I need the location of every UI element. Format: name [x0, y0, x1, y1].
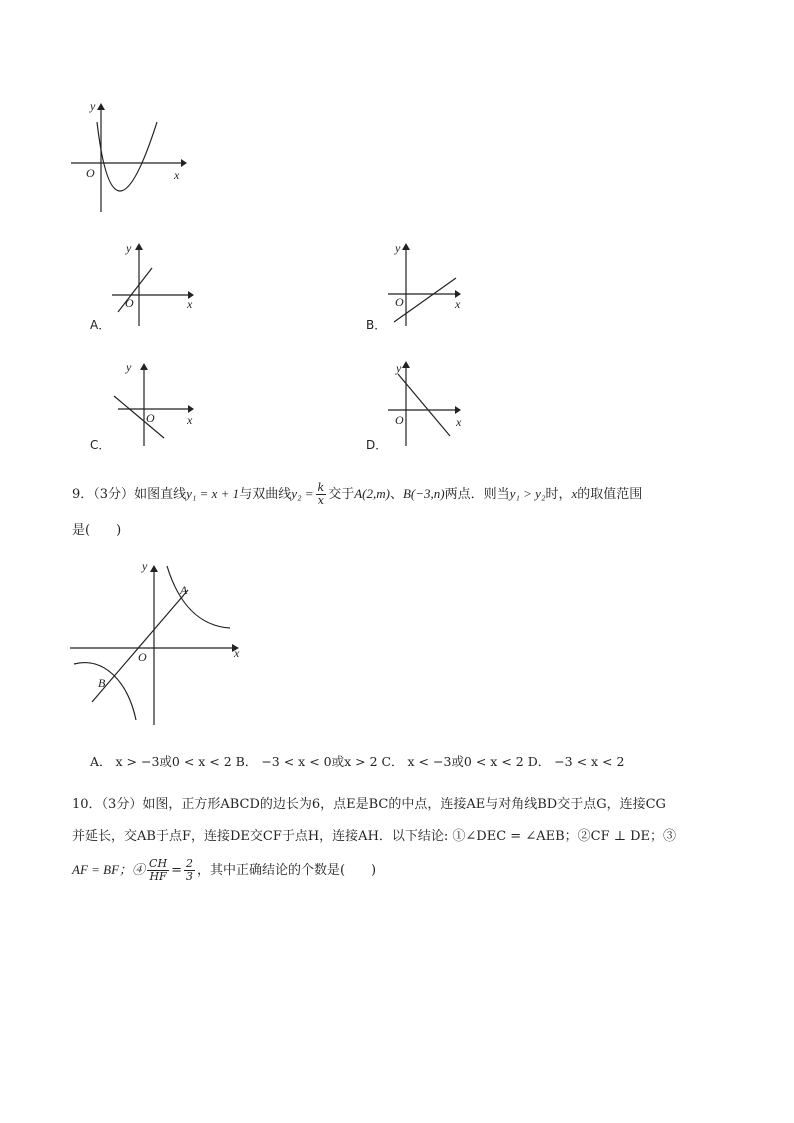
option-b-y-label: y [395, 241, 401, 255]
option-a-origin-label: O [125, 296, 134, 310]
option-c-origin-label: O [146, 411, 155, 425]
option-a-x-label: x [187, 297, 193, 311]
option-b-label: B． [366, 318, 387, 332]
option-b-y-arrow [402, 243, 410, 250]
option-c-x-arrow [188, 405, 194, 413]
q9-text7: 的取值范围 [577, 487, 643, 502]
q9-text6: 时， [545, 487, 572, 502]
q10-frac2-num: 2 [185, 857, 193, 870]
option-c-line [114, 396, 164, 438]
q9-point-a: A(2,m) [354, 486, 390, 501]
option-c-x-label: x [187, 413, 193, 427]
q10-line1: 10．（3分）如图，正方形ABCD的边长为6，点E是BC的中点，连接AE与对角线BD交于点G，连接CG [72, 797, 666, 812]
parabola-x-arrow [181, 159, 187, 167]
parabola-origin-label: O [86, 166, 95, 180]
option-d-y-label: y [396, 361, 402, 375]
q9-y2-expr: y₂ = [291, 486, 314, 501]
q10-eq: = [171, 863, 182, 878]
q9-var: x [571, 486, 578, 501]
hyperbola-y-label: y [142, 559, 148, 573]
option-a-y-arrow [135, 243, 143, 250]
option-d-figure [386, 358, 496, 448]
q9-text1: 如图直线 [134, 487, 187, 502]
option-a-line [118, 268, 152, 312]
q9-point-b: B(−3,n) [402, 486, 445, 501]
parabola-curve [97, 122, 157, 191]
q9-line2: 是( ) [72, 523, 122, 538]
q10-frac2-den: 3 [185, 870, 193, 883]
option-b-x-label: x [455, 297, 461, 311]
q9-text4: 、 [389, 487, 403, 502]
hyperbola-figure [70, 560, 260, 730]
q9-score: （3分） [93, 487, 135, 502]
q9-frac-num: k [317, 481, 325, 494]
q10-line3 [72, 858, 376, 883]
q9-text5: 两点．则当 [444, 487, 510, 502]
q10-frac1-num: CH [149, 857, 168, 870]
option-d-x-label: x [456, 415, 462, 429]
hyperbola-y-arrow [150, 565, 158, 572]
option-c-label: C． [90, 438, 111, 452]
option-d-y-arrow [402, 361, 410, 368]
hyperbola-branch-upper [167, 566, 230, 628]
q9-choices: A． x > −3或0 < x < 2 B． −3 < x < 0或x > 2 C． x < −3或0 < x < 2 D． −3 < x < 2 [90, 754, 625, 769]
hyperbola-line [92, 590, 188, 702]
hyperbola-branch-lower [74, 663, 136, 720]
option-b-origin-label: O [395, 295, 404, 309]
option-a-y-label: y [126, 241, 132, 255]
option-a-label: A． [90, 318, 111, 332]
parabola-figure [68, 100, 188, 215]
option-d-origin-label: O [395, 413, 404, 427]
q9-y1-expr: y₁ = x + 1 [186, 486, 240, 501]
q10-l3a: AF = BF；④ [72, 862, 146, 877]
option-c-y-arrow [140, 363, 148, 370]
q9-fraction [316, 482, 327, 507]
q10-line2: 并延长，交AB于点F，连接DE交CF于点H，连接AH．以下结论: ①∠DEC = ∠AEB；②CF ⊥ DE；③ [72, 829, 677, 844]
q10-frac2 [184, 858, 195, 883]
option-c-y-label: y [126, 360, 132, 374]
hyperbola-point-a-label: A [180, 583, 188, 597]
hyperbola-x-label: x [234, 646, 240, 660]
q9-condition: y₁ > y₂ [509, 486, 546, 501]
q9-text2: 与双曲线 [239, 487, 292, 502]
parabola-y-arrow [97, 103, 105, 110]
q10-frac1-den: HF [149, 870, 167, 883]
option-d-label: D． [366, 438, 388, 452]
q9-number: 9． [72, 487, 94, 502]
q9-frac-den: x [317, 494, 324, 507]
hyperbola-origin-label: O [138, 650, 147, 664]
option-d-x-arrow [455, 406, 461, 414]
option-a-figure [108, 238, 218, 328]
q10-l3b: ，其中正确结论的个数是( ) [196, 863, 377, 878]
q10-frac1 [147, 858, 169, 883]
q9-text3: 交于 [328, 487, 355, 502]
option-c-figure [108, 358, 218, 448]
parabola-y-label: y [90, 99, 96, 113]
q9-line1 [72, 482, 642, 507]
option-b-figure [386, 238, 496, 328]
hyperbola-point-b-label: B [98, 676, 106, 690]
parabola-x-label: x [174, 168, 180, 182]
